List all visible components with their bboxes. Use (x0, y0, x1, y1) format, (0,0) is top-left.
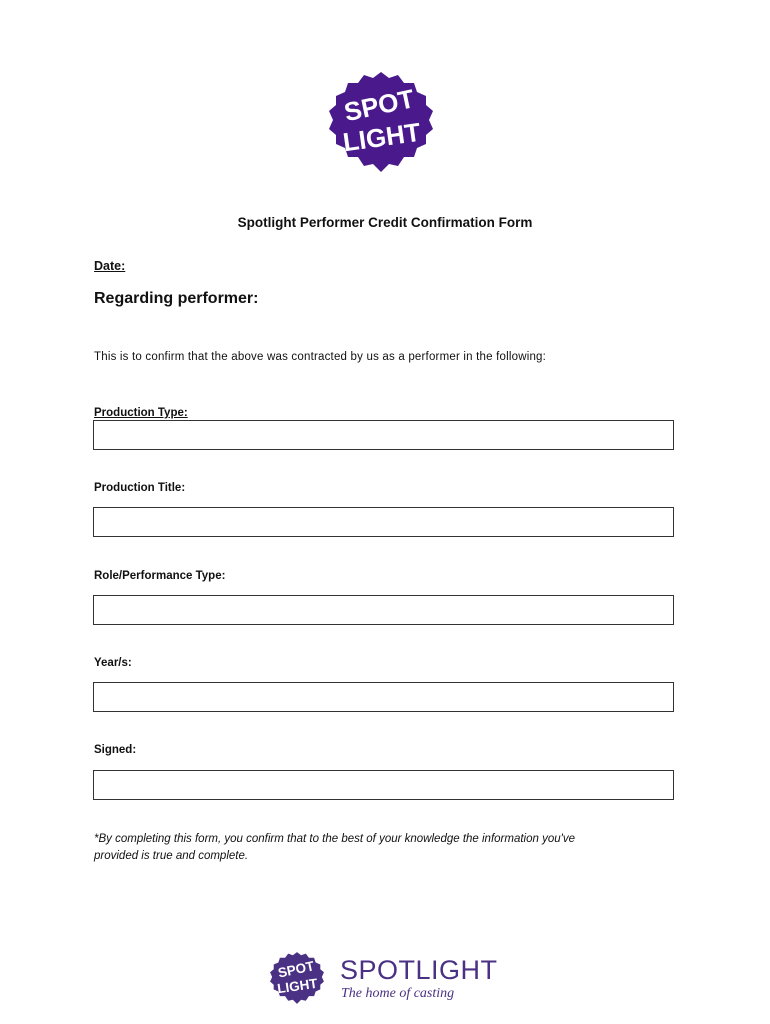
signed-label: Signed: (94, 744, 137, 756)
footer-brand-name: SPOTLIGHT (340, 955, 498, 985)
disclaimer-line-1: *By completing this form, you confirm that to the best of your knowledge the information you've (94, 833, 575, 845)
disclaimer-line-2: provided is true and complete. (94, 850, 249, 862)
role-performance-type-label: Role/Performance Type: (94, 570, 226, 582)
seal-text-light: LIGHT (341, 116, 423, 158)
production-title-field[interactable] (93, 507, 674, 537)
footer-seal-text-light: LIGHT (276, 975, 319, 997)
signed-field[interactable] (93, 770, 674, 800)
intro-text: This is to confirm that the above was contracted by us as a performer in the following: (94, 351, 547, 363)
footer-seal-text-spot: SPOT (276, 958, 316, 981)
spotlight-seal-logo (325, 68, 437, 176)
production-type-field[interactable] (93, 420, 674, 450)
date-label: Date: (94, 259, 126, 273)
regarding-performer-label: Regarding performer: (94, 290, 259, 307)
production-title-label: Production Title: (94, 482, 186, 494)
seal-text-spot: SPOT (341, 83, 417, 128)
years-field[interactable] (93, 682, 674, 712)
years-label: Year/s: (94, 657, 132, 669)
role-performance-type-field[interactable] (93, 595, 674, 625)
form-title: Spotlight Performer Credit Confirmation Form (237, 215, 533, 230)
footer-seal-logo (268, 950, 326, 1006)
footer-tagline: The home of casting (341, 986, 455, 1001)
production-type-label: Production Type: (94, 407, 188, 419)
disclaimer (94, 831, 694, 865)
